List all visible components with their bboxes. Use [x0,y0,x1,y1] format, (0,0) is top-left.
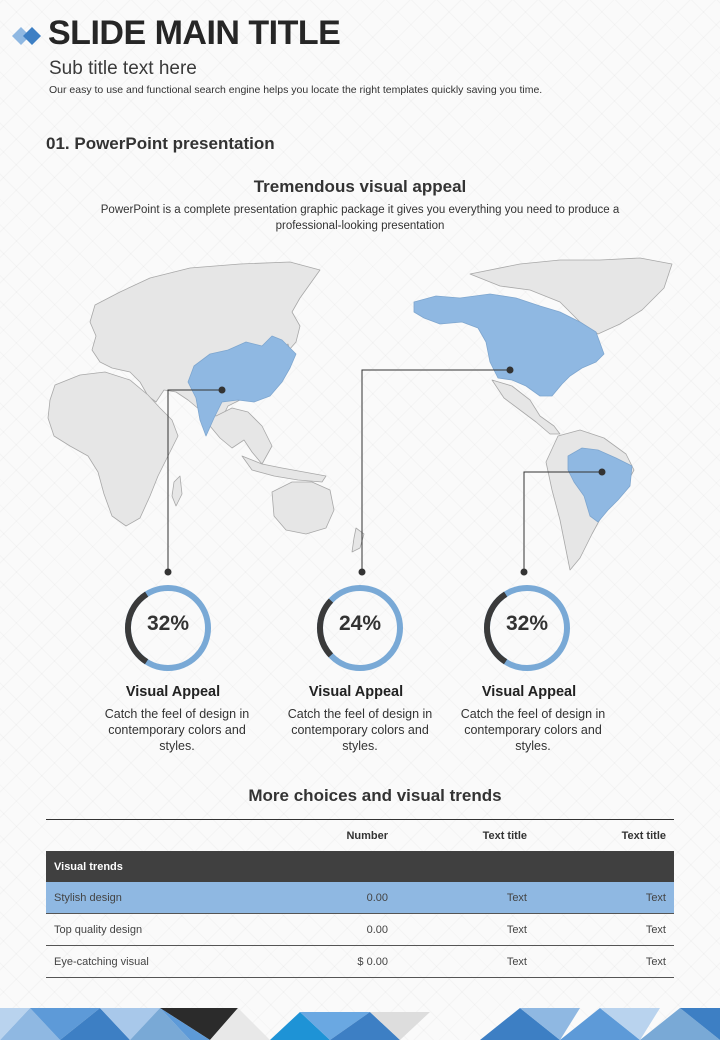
stat-percent-3: 32% [505,612,549,635]
madagascar-landmass [172,476,182,506]
marker-dot-north-america [507,367,514,374]
indonesia-landmass [242,456,326,482]
slide-title: SLIDE MAIN TITLE [48,14,341,52]
map-title: Tremendous visual appeal [253,177,467,196]
anchor-dot-1 [165,569,172,576]
stat-description-3: Catch the feel of design in contemporary colors and styles. [460,707,606,753]
slide-subtitle: Sub title text here [49,58,197,79]
table-row [46,914,674,946]
table-cell: 0.00 [266,914,396,946]
table-cell: $ 0.00 [266,946,396,978]
table-cell: Text [396,946,535,978]
stat-title-1: Visual Appeal [125,684,221,700]
anchor-dot-2 [359,569,366,576]
column-header: Text title [396,820,535,852]
diamond-logo-icon [10,24,42,48]
connector-line-north-america [362,370,510,572]
table-header-row [46,820,674,852]
table-cell: Stylish design [46,882,266,914]
table-cell: Text [396,914,535,946]
footer-triangle-band [0,1000,720,1040]
stat-description-1: Catch the feel of design in contemporary colors and styles. [104,707,250,753]
column-header: Number [266,820,396,852]
stat-description-2: Catch the feel of design in contemporary colors and styles. [287,707,433,753]
stat-title-2: Visual Appeal [308,684,404,700]
table-cell: Text [535,882,674,914]
table-cell: Text [535,946,674,978]
anchor-dot-3 [521,569,528,576]
table-title: More choices and visual trends [248,786,502,805]
stat-percent-1: 32% [146,612,190,635]
stat-title-3: Visual Appeal [481,684,577,700]
group-label: Visual trends [46,851,674,882]
table-cell: Top quality design [46,914,266,946]
column-header: Text title [535,820,674,852]
section-heading: 01. PowerPoint presentation [46,134,275,153]
table-group-row [46,851,674,882]
slide-tagline: Our easy to use and functional search engine helps you locate the right templates quickly saving you time. [49,84,543,96]
stat-percent-2: 24% [338,612,382,635]
australia-landmass [272,482,334,534]
table-cell: Text [396,882,535,914]
table-cell: Eye-catching visual [46,946,266,978]
column-header [46,820,266,852]
map-description: PowerPoint is a complete presentation graphic package it gives you everything you need to produce a professional-looking presentation [100,204,620,232]
table-row [46,882,674,914]
marker-dot-china [219,387,226,394]
marker-dot-brazil [599,469,606,476]
world-map [0,250,720,590]
table-row [46,946,674,978]
data-table [46,819,674,978]
table-cell: 0.00 [266,882,396,914]
table-cell: Text [535,914,674,946]
